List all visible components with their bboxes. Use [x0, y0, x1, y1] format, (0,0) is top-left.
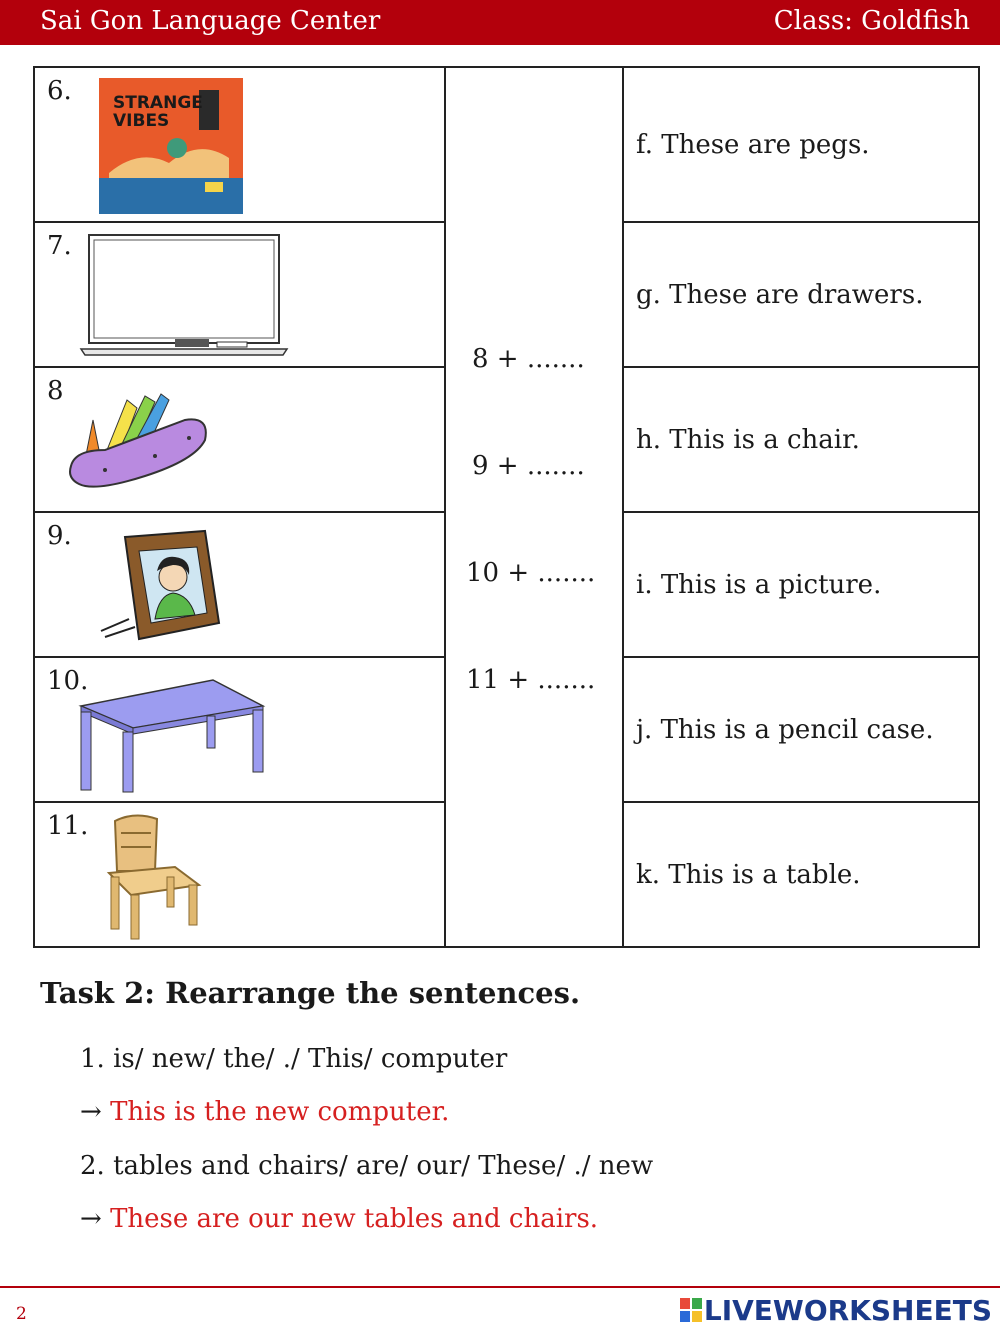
task2-prompt-1: 1. is/ new/ the/ ./ This/ computer — [80, 1044, 508, 1074]
picture-cell — [34, 367, 445, 512]
school-name: Sai Gon Language Center — [40, 6, 381, 36]
table-image — [77, 676, 267, 796]
answer-blank-10[interactable]: 10 + ....... — [466, 558, 596, 588]
picture-cell — [34, 512, 445, 657]
picture-cell — [34, 67, 445, 222]
page-header — [0, 0, 1000, 45]
liveworksheets-logo[interactable] — [680, 1294, 992, 1327]
answer-blank-9[interactable]: 9 + ....... — [472, 451, 585, 481]
item-number: 6. — [47, 76, 72, 106]
picture-cell — [34, 802, 445, 947]
item-number: 11. — [47, 811, 89, 841]
item-number: 10. — [47, 666, 89, 696]
table-row — [34, 67, 979, 222]
poster-title-2: VIBES — [113, 111, 170, 131]
arrow-icon: → — [80, 1204, 102, 1234]
task2-answer-line-2 — [80, 1204, 598, 1234]
sentence-cell: i. This is a picture. — [623, 512, 979, 657]
sentence-cell: k. This is a table. — [623, 802, 979, 947]
item-number: 8 — [47, 376, 64, 406]
picture-cell — [34, 222, 445, 367]
task2-answer-1[interactable]: This is the new computer. — [110, 1097, 450, 1127]
matching-table — [33, 66, 980, 948]
sentence-cell: g. These are drawers. — [623, 222, 979, 367]
answer-blank-8[interactable]: 8 + ....... — [472, 344, 585, 374]
answer-column — [445, 67, 623, 947]
picture-cell — [34, 657, 445, 802]
task2-answer-line-1 — [80, 1097, 449, 1127]
answer-blank-11[interactable]: 11 + ....... — [466, 665, 596, 695]
task2-title: Task 2: Rearrange the sentences. — [40, 976, 581, 1010]
sentence-cell: f. These are pegs. — [623, 67, 979, 222]
arrow-icon: → — [80, 1097, 102, 1127]
picture-frame-image — [95, 527, 225, 645]
pencil-case-image — [65, 380, 215, 500]
liveworksheets-icon — [680, 1298, 702, 1322]
page-number: 2 — [16, 1304, 27, 1324]
poster-title-1: STRANGE — [113, 93, 203, 113]
task2-prompt-2: 2. tables and chairs/ are/ our/ These/ ./ new — [80, 1151, 654, 1181]
item-number: 9. — [47, 521, 72, 551]
brand-name: LIVEWORKSHEETS — [703, 1294, 992, 1327]
poster-image — [99, 78, 243, 214]
item-number: 7. — [47, 231, 72, 261]
sentence-cell: j. This is a pencil case. — [623, 657, 979, 802]
chair-image — [95, 811, 205, 943]
sentence-cell: h. This is a chair. — [623, 367, 979, 512]
footer-divider — [0, 1286, 1000, 1288]
class-label: Class: Goldfish — [773, 6, 970, 36]
task2-answer-2[interactable]: These are our new tables and chairs. — [110, 1204, 599, 1234]
whiteboard-image — [79, 231, 289, 357]
